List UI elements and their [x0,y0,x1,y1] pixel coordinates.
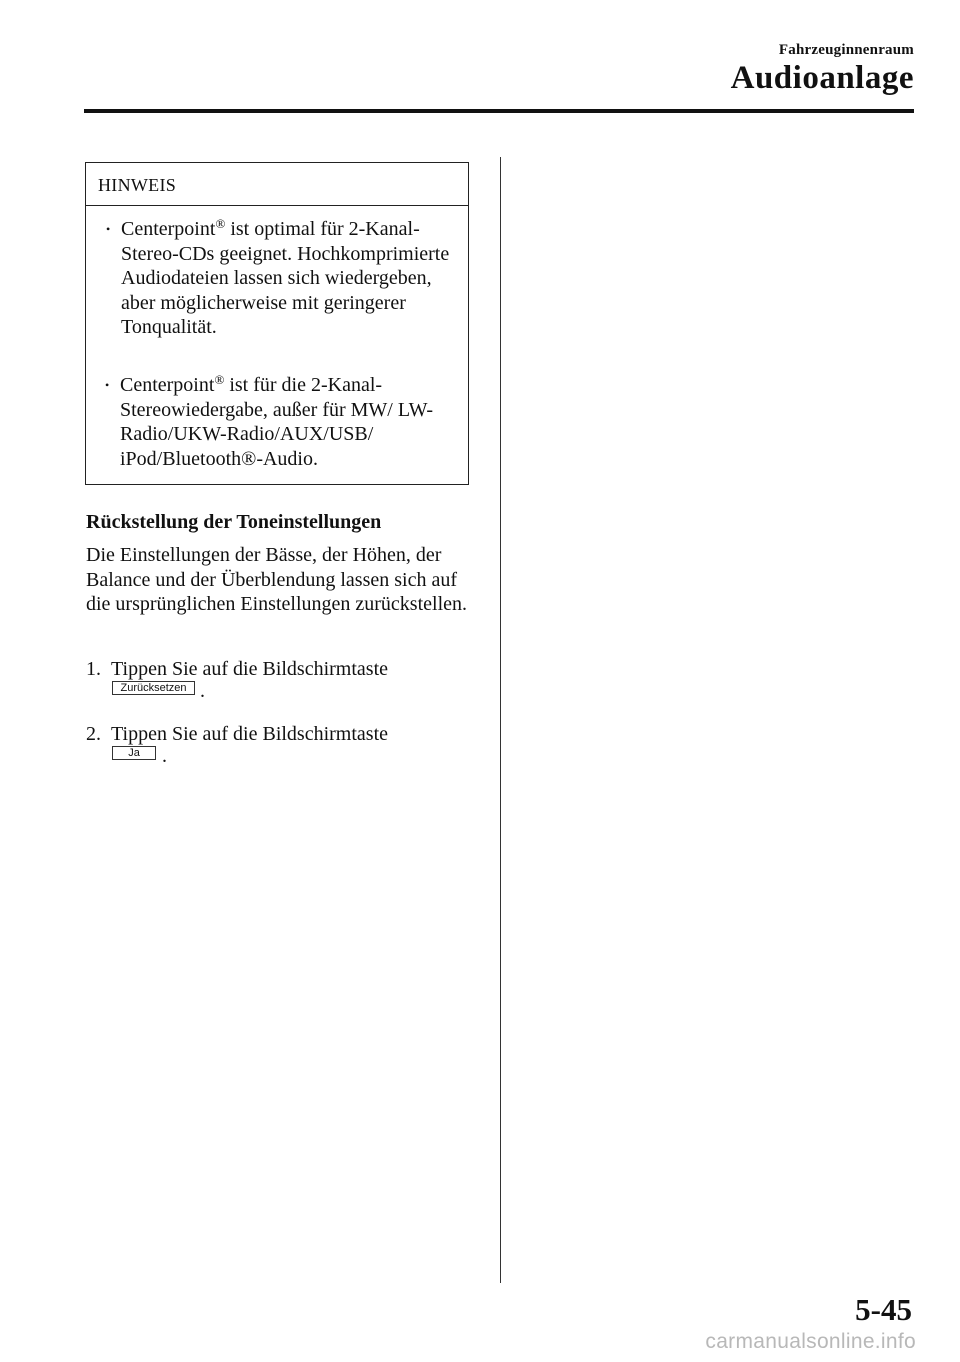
note-item-lead: Centerpoint [121,218,216,240]
column-divider [500,157,501,1283]
note-item [105,372,462,471]
section-paragraph: Die Einstellungen der Bässe, der Höhen, der Balance und der Überblendung lassen sich auf die ursprünglichen Einstellungen zurückstellen. [86,544,468,616]
watermark: carmanualsonline.info [705,1330,916,1353]
section-heading: Rückstellung der Toneinstellungen [86,511,382,533]
step-number: 1. [86,658,101,680]
header-section-label: Fahrzeuginnenraum [778,42,914,58]
note-item-text: ist für die 2-Kanal-Stereowiedergabe, außer für MW/ LW-Radio/UKW-Radio/AUX/USB/ iPod/Bluetooth®-Audio. [120,374,434,470]
page-title: Audioanlage [730,60,914,96]
header-rule [84,109,914,113]
bullet-icon: • [105,378,110,392]
note-title: HINWEIS [98,175,177,195]
note-separator [86,205,468,206]
yes-button[interactable]: Ja [112,746,156,760]
registered-mark-icon: ® [215,216,226,231]
step-number: 2. [86,723,101,745]
reset-button[interactable]: Zurücksetzen [112,681,195,695]
note-item-lead: Centerpoint [120,374,215,396]
bullet-icon: • [106,222,111,236]
note-item-text: ist optimal für 2-Kanal-Stereo-CDs geeignet. Hochkomprimierte Audiodateien lassen sich wiedergeben, aber möglicherweise mit geringerer Tonqualität. [121,218,450,339]
registered-mark-icon: ® [214,372,225,387]
note-item [106,216,463,340]
page-number: 5-45 [855,1292,912,1327]
step-text: Tippen Sie auf die Bildschirmtaste [111,723,389,745]
step-end: . [162,745,167,767]
step-text: Tippen Sie auf die Bildschirmtaste [111,658,389,680]
step-end: . [200,680,205,702]
